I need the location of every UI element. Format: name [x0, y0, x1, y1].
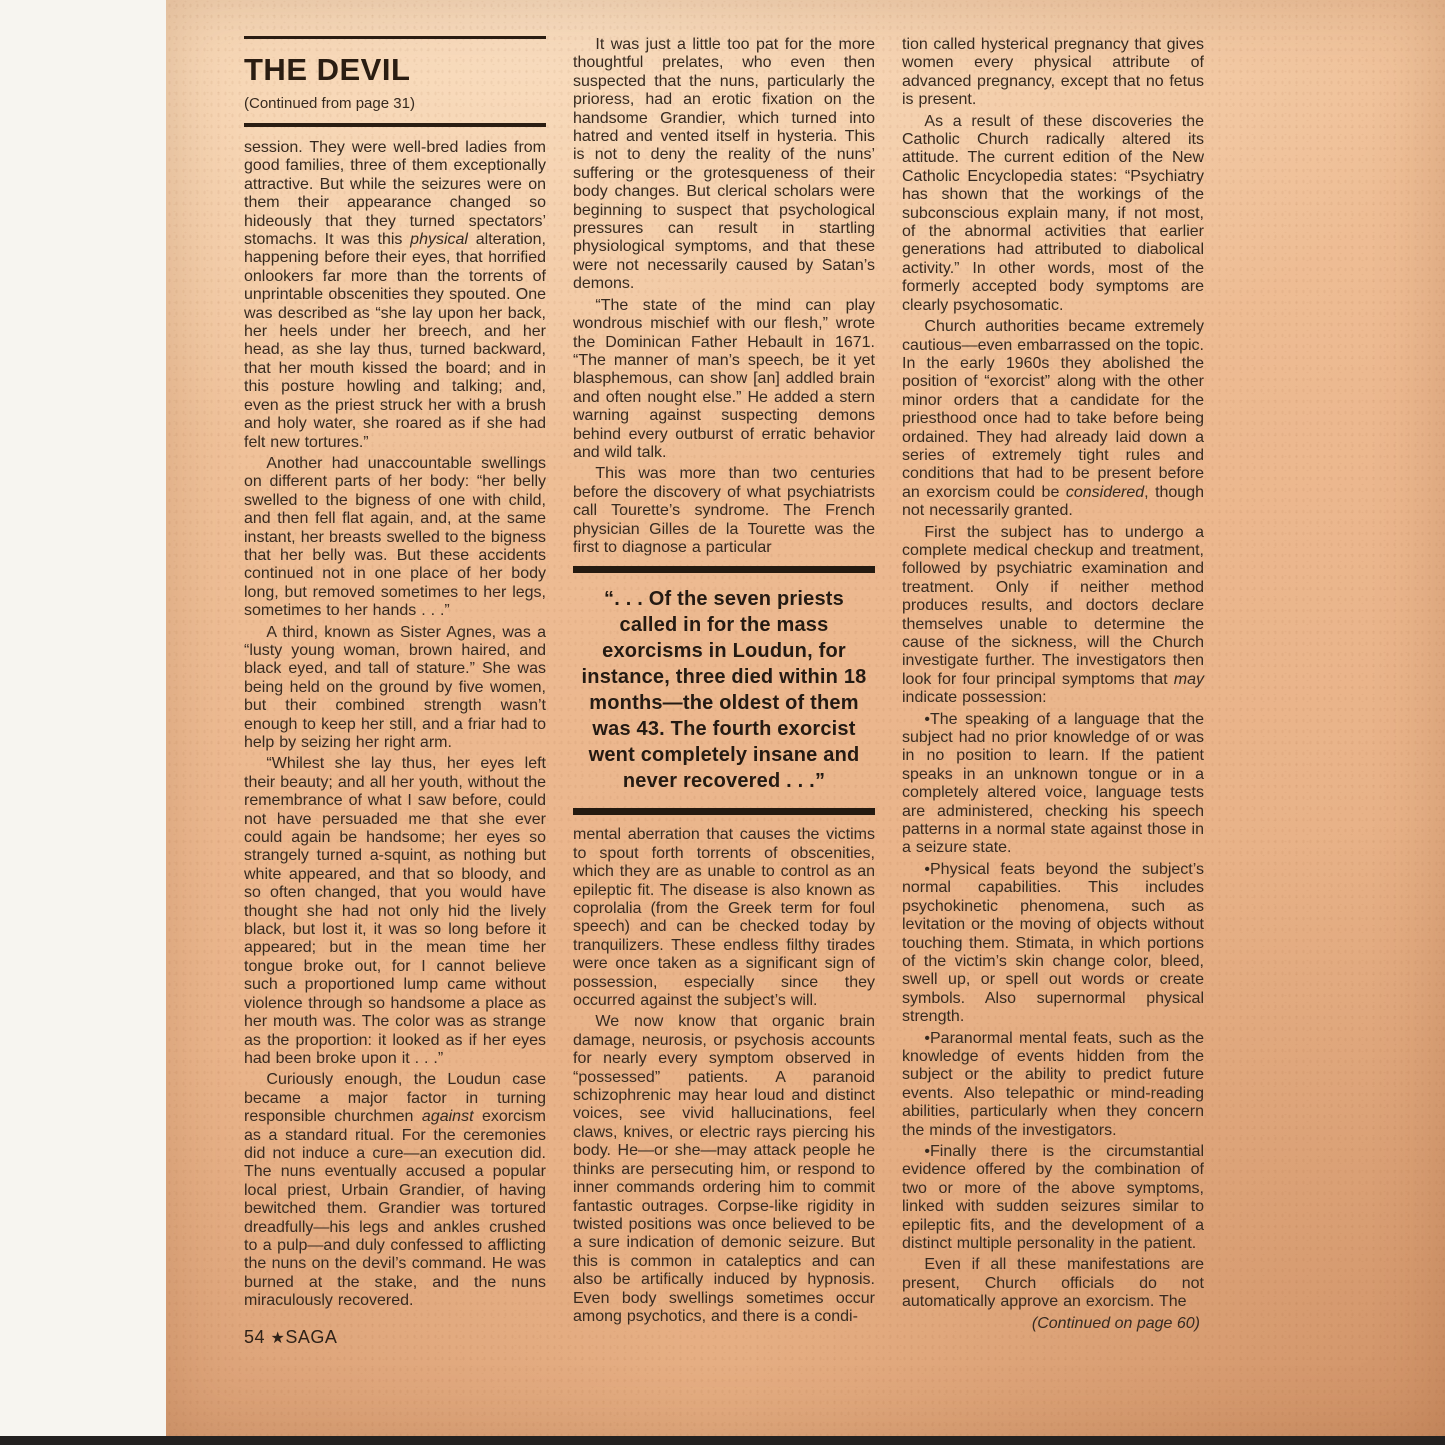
paragraph: •Physical feats beyond the subject’s normal capabilities. This includes psychokinetic phenomena, such as levitation or the moving of objects without touching them. Stimata, in which portions of the victim’s skin change color, bleed, swell up, or spell out words or create symbols. Also supernormal physical strength.	[902, 860, 1204, 1026]
header-rule-top	[244, 36, 546, 39]
article-content	[244, 36, 1204, 1348]
continued-on-note: (Continued on page 60)	[1031, 1314, 1200, 1332]
column-right	[902, 36, 1204, 1348]
column-middle-bottom-paragraphs	[573, 826, 875, 1326]
article-title: THE DEVIL	[244, 52, 411, 87]
column-right-paragraphs	[902, 36, 1204, 1312]
pull-quote-text: “. . . Of the seven priests called in for the mass exorcisms in Loudun, for instance, three died within 18 months—the oldest of them was 43. The fourth exorcist went completely insane and never recovered . . .”	[581, 588, 867, 793]
paragraph: A third, known as Sister Agnes, was a “lusty young woman, brown haired, and black eyed, and tall of stature.” She was being held on the ground by five women, but their combined strength wasn’t enough to keep her still, and a friar had to help by seizing her right arm.	[244, 623, 546, 751]
page-number: 54	[244, 1326, 266, 1347]
magazine-name: SAGA	[285, 1326, 338, 1347]
paragraph: As a result of these discoveries the Catholic Church radically altered its attitude. The current edition of the New Catholic Encyclopedia states: “Psychiatry has shown that the workings of the subconscious explain many, if not most, of the abnormal activities that earlier generations had attributed to diabolical activity.” In other words, most of the formerly accepted body symptoms are clearly psychosomatic.	[902, 112, 1204, 314]
paragraph: Another had unaccountable swellings on different parts of her body: “her belly swelled to the bigness of one with child, and then fell flat again, and, at the same instant, her breasts swelled to the bigness that her belly was. But these accidents continued not in one place of her body long, but removed sometimes to her legs, sometimes to her hands . . .”	[244, 454, 546, 620]
paragraph: Curiously enough, the Loudun case became a major factor in turning responsible churchmen against exorcism as a standard ritual. For the ceremonies did not induce a cure—an execution did. The nuns eventually accused a popular local priest, Urbain Grandier, of having bewitched them. Grandier was tortured dreadfully—his legs and ankles crushed to a pulp—and duly confessed to afflicting the nuns on the devil’s command. He was burned at the stake, and the nuns miraculously recovered.	[244, 1071, 546, 1310]
column-middle	[573, 36, 875, 1348]
paragraph: tion called hysterical pregnancy that gives women every physical attribute of advanced pregnancy, except that no fetus is present.	[902, 36, 1204, 109]
paragraph: This was more than two centuries before the discovery of what psychiatrists call Tourette’s syndrome. The French physician Gilles de la Tourette was the first to diagnose a particular	[573, 465, 875, 556]
pull-quote-block	[573, 566, 875, 815]
column-left-paragraphs	[244, 139, 546, 1311]
paragraph: We now know that organic brain damage, neurosis, or psychosis accounts for nearly every symptom observed in “possessed” patients. A paranoid schizophrenic may hear loud and distinct voices, see vivid hallucinations, feel claws, knives, or electric rays piercing his body. He—or she—may attack people he thinks are persecuting him, or respond to inner commands ordering him to commit fantastic outrages. Corpse-like rigidity in twisted positions was once believed to be a sure indication of demonic seizure. But this is common in cataleptics and can also be artifically induced by hypnosis. Even body swellings sometimes occur among psychotics, and there is a condi-	[573, 1013, 875, 1325]
column-middle-top-paragraphs	[573, 36, 875, 557]
paragraph: session. They were well-bred ladies from good families, three of them exceptionally attractive. But while the seizures were on them their appearance changed so hideously that they turned spectators’ stomachs. It was this physical alteration, happening before their eyes, that horrified onlookers far more than the torrents of unprintable obscenities they spouted. One was described as “she lay upon her back, her heels under her breech, and her head, as she lay thus, turned backward, that her mouth kissed the board; and in this posture howling and talking; and, even as the priest struck her with a brush and holy water, she roared as if she had felt new tortures.”	[244, 139, 547, 451]
pull-quote-rule-top	[573, 566, 875, 573]
paragraph: •Paranormal mental feats, such as the knowledge of events hidden from the subject or the ability to predict future events. Also telepathic or mind-reading abilities, particularly when they concern the minds of the investigators.	[902, 1029, 1204, 1139]
paragraph: •The speaking of a language that the subject had no prior knowledge of or was in no position to learn. If the patient speaks in an unknown tongue or in a completely altered voice, language tests are administered, checking his speech patterns in a normal state against those in a seizure state.	[902, 710, 1204, 857]
paragraph: “Whilest she lay thus, her eyes left their beauty; and all her youth, without the remembrance of what I saw before, could not have persuaded me that she ever could again be handsome; her eyes so strangely turned a-squint, as nothing but white appeared, and that so bloody, and so often changed, that you would have thought she had not only hid the lively black, but lost it, it was so long before it appeared; but in the mean time her tongue broke out, for I cannot believe such a proportioned lump came without violence through so handsome a place as her mouth was. The color was as strange as the proportion: it looked as if her eyes had been broke upon it . . .”	[244, 755, 546, 1067]
paragraph: mental aberration that causes the victims to spout forth torrents of obscenities, which they are as unable to control as an epileptic fit. The disease is also known as coprolalia (from the Greek term for foul speech) and can be checked today by tranquilizers. These endless filthy tirades were once taken as a significant sign of possession, especially since they occurred against the subject’s will.	[573, 826, 875, 1010]
column-left	[244, 36, 546, 1348]
article-header	[244, 36, 546, 127]
paragraph: It was just a little too pat for the more thoughtful prelates, who even then suspected that the nuns, particularly the prioress, had an erotic fixation on the handsome Grandier, which turned into hatred and vented itself in hysteria. This is not to deny the reality of the nuns’ suffering or the grotesqueness of their body changes. But clerical scholars were beginning to suspect that psychological pressures can result in startling physiological symptoms, and that these were not necessarily caused by Satan’s demons.	[573, 36, 875, 293]
paragraph: Even if all these manifestations are present, Church officials do not automatically approve an exorcism. The	[902, 1256, 1204, 1311]
magazine-page-paper	[166, 0, 1445, 1436]
paragraph: Church authorities became extremely cautious—even embarrassed on the topic. In the early 1960s they abolished the position of “exorcist” along with the other minor orders that a candidate for the priesthood once had to take before being ordained. They had already laid down a series of extremely tight rules and conditions that had to be present before an exorcism could be considered, though not necessarily granted.	[902, 318, 1205, 520]
paragraph: First the subject has to undergo a complete medical checkup and treatment, followed by psychiatric examination and treatment. Only if neither method produces results, and doctors declare themselves unable to determine the cause of the sickness, will the Church investigate further. The investigators then look for four principal symptoms that may indicate possession:	[902, 523, 1204, 707]
scan-bottom-edge	[0, 1436, 1445, 1445]
header-rule-bottom	[244, 123, 546, 127]
paragraph: •Finally there is the circumstantial evidence offered by the combination of two or more of the above symptoms, linked with sudden seizures similar to epileptic fits, and the development of a distinct multiple personality in the patient.	[902, 1142, 1204, 1252]
paragraph: “The state of the mind can play wondrous mischief with our flesh,” wrote the Dominican Father Hebault in 1671. “The manner of man’s speech, be it yet blasphemous, can show [an] addled brain and often nought else.” He added a stern warning against suspecting demons behind every outburst of erratic behavior and wild talk.	[573, 296, 875, 461]
pull-quote-rule-bottom	[573, 808, 875, 815]
star-icon: ★	[270, 1329, 286, 1347]
continued-from-note: (Continued from page 31)	[244, 95, 415, 112]
page-footer	[244, 1327, 546, 1348]
